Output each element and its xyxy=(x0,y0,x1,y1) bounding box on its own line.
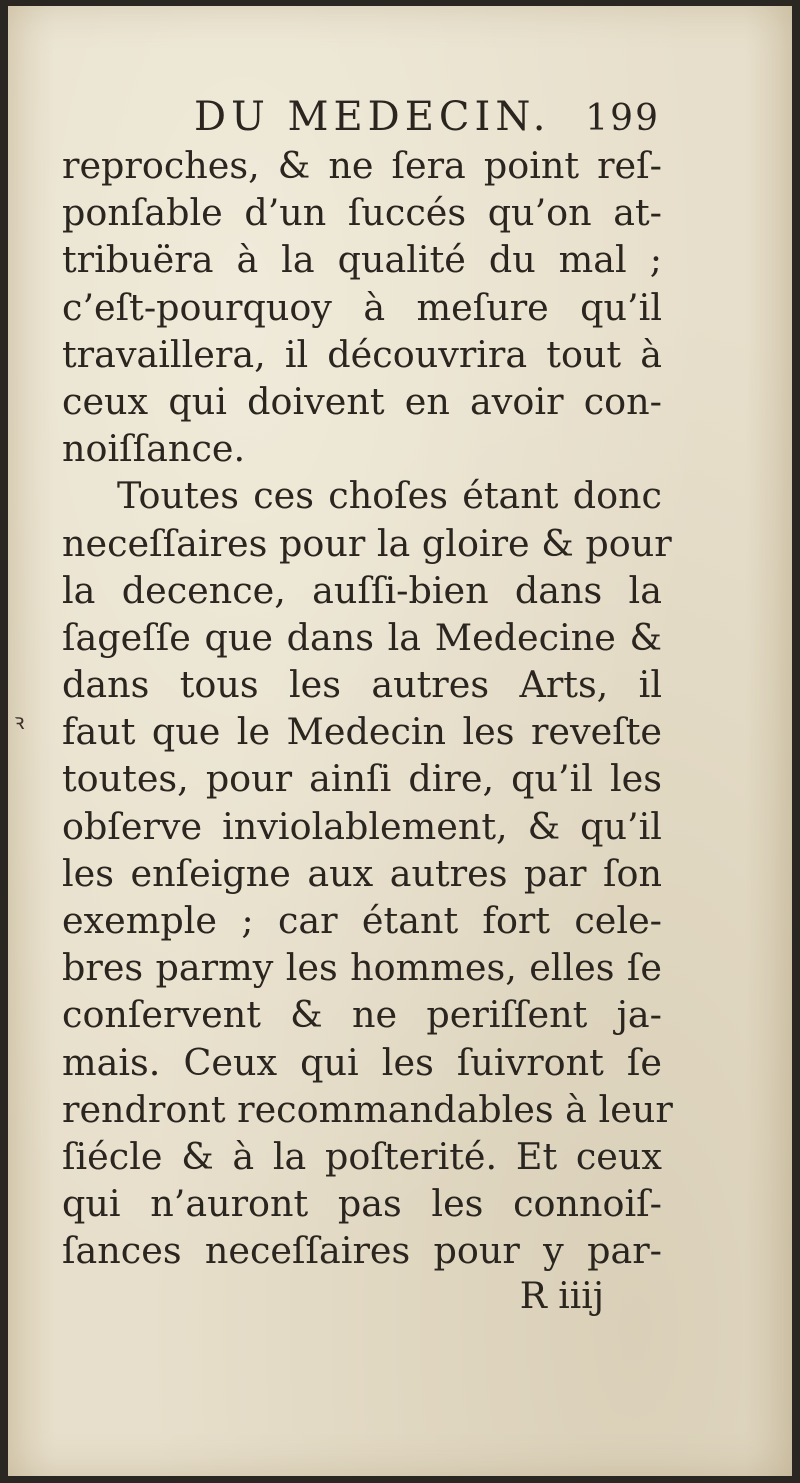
text-line: c’eſt-pourquoy à meſure qu’il xyxy=(62,285,662,329)
margin-mark: ꝛ xyxy=(14,710,25,735)
text-line: les enſeigne aux autres par ſon xyxy=(62,851,662,895)
text-line: faut que le Medecin les reveſte xyxy=(62,710,662,754)
text-line: tribuëra à la qualité du mal ; xyxy=(62,238,662,282)
text-line: rendront recommandables à leur xyxy=(62,1087,673,1131)
book-page xyxy=(8,6,792,1476)
text-line: bres parmy les hommes, elles ſe xyxy=(62,946,662,990)
text-line: mais. Ceux qui les ſuivront ſe xyxy=(62,1040,662,1084)
text-line: exemple ; car étant fort cele- xyxy=(62,899,662,942)
text-line: dans tous les autres Arts, il xyxy=(62,663,662,707)
text-line: ſiécle & à la poſterité. Et ceux xyxy=(62,1134,662,1178)
page-number: 199 xyxy=(585,98,660,139)
text-line: obſerve inviolablement, & qu’il xyxy=(62,804,662,848)
text-line: neceſſaires pour la gloire & pour xyxy=(62,521,672,565)
text-line: ſances neceſſaires pour y par- xyxy=(62,1229,662,1273)
page-text xyxy=(62,94,673,1317)
running-title: DU MEDECIN. xyxy=(194,94,551,140)
text-line: conſervent & ne periſſent ja- xyxy=(62,993,662,1037)
text-line: toutes, pour ainſi dire, qu’il les xyxy=(62,757,662,801)
signature-mark: R iiij xyxy=(519,1275,604,1317)
text-line: travaillera, il découvrira tout à xyxy=(62,332,662,376)
text-line: ponſable d’un ſuccés qu’on at- xyxy=(62,191,662,235)
text-line: ceux qui doivent en avoir con- xyxy=(62,379,662,423)
running-head xyxy=(62,94,662,142)
text-line: la decence, auſſi-bien dans la xyxy=(62,568,662,612)
text-line: reproches, & ne ſera point reſ- xyxy=(62,144,662,187)
text-line: noiſſance. xyxy=(62,427,246,471)
paragraph-start-line: Toutes ces choſes étant donc xyxy=(117,474,662,518)
text-line: ſageſſe que dans la Medecine & xyxy=(62,615,662,659)
text-line: qui n’auront pas les connoiſ- xyxy=(62,1182,662,1226)
